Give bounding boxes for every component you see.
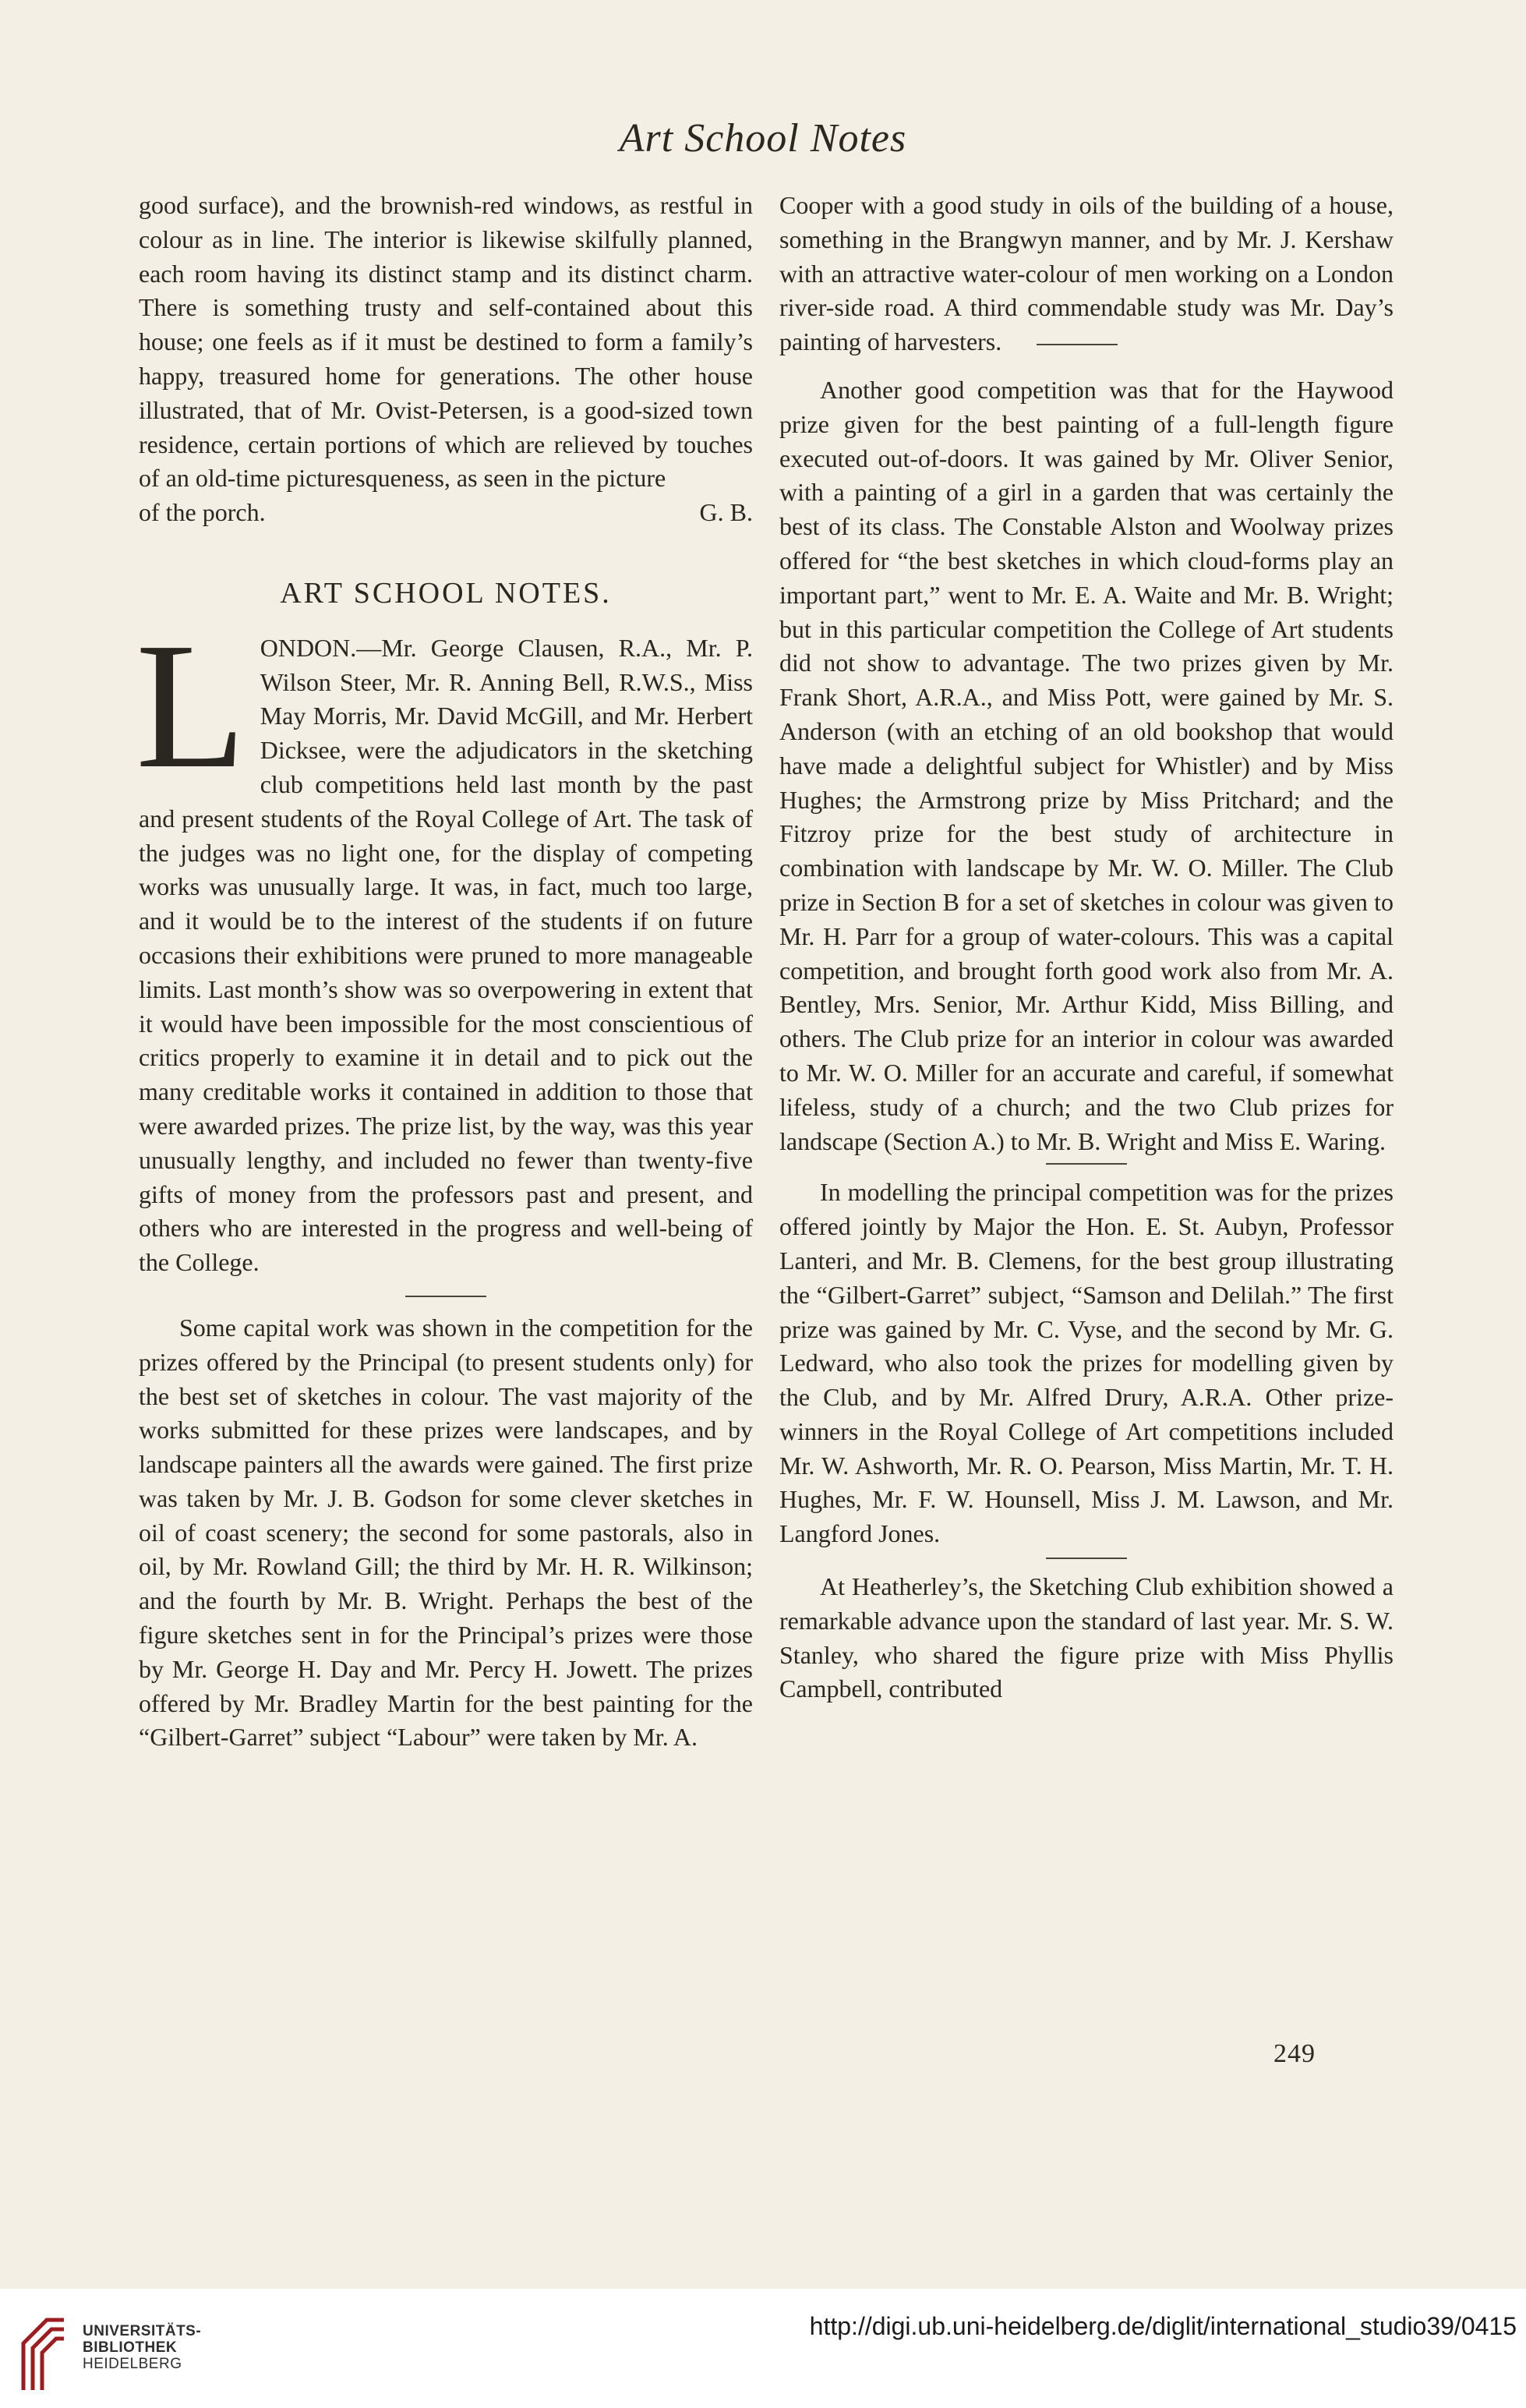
right-column bbox=[779, 189, 1394, 1706]
source-url-link[interactable]: http://digi.ub.uni-heidelberg.de/diglit/international_studio39/0415 bbox=[809, 2312, 1517, 2340]
library-name-line: HEIDELBERG bbox=[83, 2356, 182, 2372]
paragraph-end-with-signature bbox=[139, 496, 753, 530]
drop-cap: L bbox=[136, 605, 246, 806]
author-initials: G. B. bbox=[699, 498, 753, 527]
section-heading: ART SCHOOL NOTES. bbox=[280, 576, 612, 610]
left-column bbox=[136, 189, 753, 1755]
paragraph-last-line: of the porch. bbox=[139, 498, 266, 527]
section-divider bbox=[1037, 344, 1118, 345]
paragraph: Cooper with a good study in oils of the building of a house, something in the Brangwyn manner, and by Mr. J. Kershaw with an attractive water-colour of men working on a London river-side road. A third commendable study was Mr. Day’s painting of harvesters. bbox=[779, 191, 1394, 356]
paragraph: At Heatherley’s, the Sketching Club exhibition showed a remarkable advance upon the standard of last year. Mr. S. W. Stanley, who shared the figure prize with Miss Phyllis Campbell, contributed bbox=[779, 1572, 1394, 1703]
library-name bbox=[83, 2323, 201, 2372]
digitization-footer bbox=[0, 2289, 1526, 2408]
library-name-line: BIBLIOTHEK bbox=[83, 2339, 178, 2356]
paragraph: In modelling the principal competition was for the prizes offered jointly by Major the Hon. E. St. Aubyn, Professor Lanteri, and Mr. B. Clemens, for the best group illustrating the “Gilbert-Garret” subject, “Samson and Delilah.” The first prize was gained by Mr. C. Vyse, and the second by Mr. G. Ledward, who also took the prizes for modelling given by the Club, and by Mr. Alfred Drury, A.R.A. Other prize-winners in the Royal College of Art competitions included Mr. W. Ashworth, Mr. R. O. Pearson, Miss Martin, Mr. T. H. Hughes, Mr. F. W. Hounsell, Miss J. M. Lawson, and Mr. Langford Jones. bbox=[779, 1178, 1394, 1548]
paragraph: good surface), and the brownish-red windows, as restful in colour as in line. The interior is likewise skilfully planned, each room having its distinct stamp and its distinct charm. There is something trusty and self-contained about this house; one feels as if it must be destined to form a family’s happy, treasured home for generations. The other house illustrated, that of Mr. Ovist-Petersen, is a good-sized town residence, certain portions of which are relieved by touches of an old-time picturesqueness, as seen in the picture bbox=[139, 191, 753, 493]
page-number: 249 bbox=[1273, 2039, 1316, 2068]
opening-paragraph bbox=[136, 605, 753, 1280]
section-divider bbox=[1046, 1558, 1127, 1559]
paragraph: Some capital work was shown in the competition for the prizes offered by the Principal (to present students only) for the best set of sketches in colour. The vast majority of the works submitted for these prizes were landscapes, and by landscape painters all the awards were gained. The first prize was taken by Mr. J. B. Godson for some clever sketches in oil of coast scenery; the second for some pastorals, also in oil, by Mr. Rowland Gill; the third by Mr. H. R. Wilkinson; and the fourth by Mr. B. Wright. Perhaps the best of the figure sketches sent in for the Principal’s prizes were those by Mr. George H. Day and Mr. Percy H. Jowett. The prizes offered by Mr. Bradley Martin for the best painting for the “Gilbert-Garret” subject “Labour” were taken by Mr. A. bbox=[139, 1313, 753, 1752]
library-name-line: UNIVERSITÄTS- bbox=[83, 2323, 202, 2339]
paragraph: Another good competition was that for the Haywood prize given for the best painting of a full-length figure executed out-of-doors. It was gained by Mr. Oliver Senior, with a painting of a girl in a garden that was certainly the best of its class. The Constable Alston and Woolway prizes offered for “the best sketches in which cloud-forms play an important part,” went to Mr. E. A. Waite and Mr. B. Wright; but in this particular competition the College of Art students did not show to advantage. The two prizes given by Mr. Frank Short, A.R.A., and Miss Pott, were gained by Mr. S. Anderson (with an etching of an old bookshop that would have made a delightful subject for Whistler) and by Miss Hughes; the Armstrong prize by Miss Pritchard; and the Fitzroy prize for the best study of architecture in combination with landscape by Mr. W. O. Miller. The Club prize in Section B for a set of sketches in colour was given to Mr. H. Parr for a group of water-colours. This was a capital competition, and brought forth good work also from Mr. A. Bentley, Mrs. Senior, Mr. Arthur Kidd, Miss Billing, and others. The Club prize for an interior in colour was awarded to Mr. W. O. Miller for an accurate and careful, if somewhat lifeless, study of a church; and the two Club prizes for landscape (Section A.) to Mr. B. Wright and Miss E. Waring. bbox=[779, 375, 1394, 1155]
section-divider bbox=[1046, 1163, 1127, 1165]
running-head: Art School Notes bbox=[619, 116, 907, 161]
paragraph: ONDON.—Mr. George Clausen, R.A., Mr. P. Wilson Steer, Mr. R. Anning Bell, R.W.S., Miss May Morris, Mr. David McGill, and Mr. Herbert Dicksee, were the adjudicators in the sketching club competitions held last month by the past and present students of the Royal College of Art. The task of the judges was no light one, for the display of competing works was unusually large. It was, in fact, much too large, and it would be to the interest of the students if on future occasions their exhibitions were pruned to more manageable limits. Last month’s show was so overpowering in extent that it would have been impossible for the most conscientious of critics properly to examine it in detail and to pick out the many creditable works it contained in addition to those that were awarded prizes. The prize list, by the way, was this year unusually lengthy, and included no fewer than twenty-five gifts of money from the professors past and present, and others who are interested in the progress and well-being of the College. bbox=[139, 633, 753, 1277]
library-logo-icon bbox=[16, 2312, 69, 2393]
section-divider bbox=[405, 1296, 486, 1297]
